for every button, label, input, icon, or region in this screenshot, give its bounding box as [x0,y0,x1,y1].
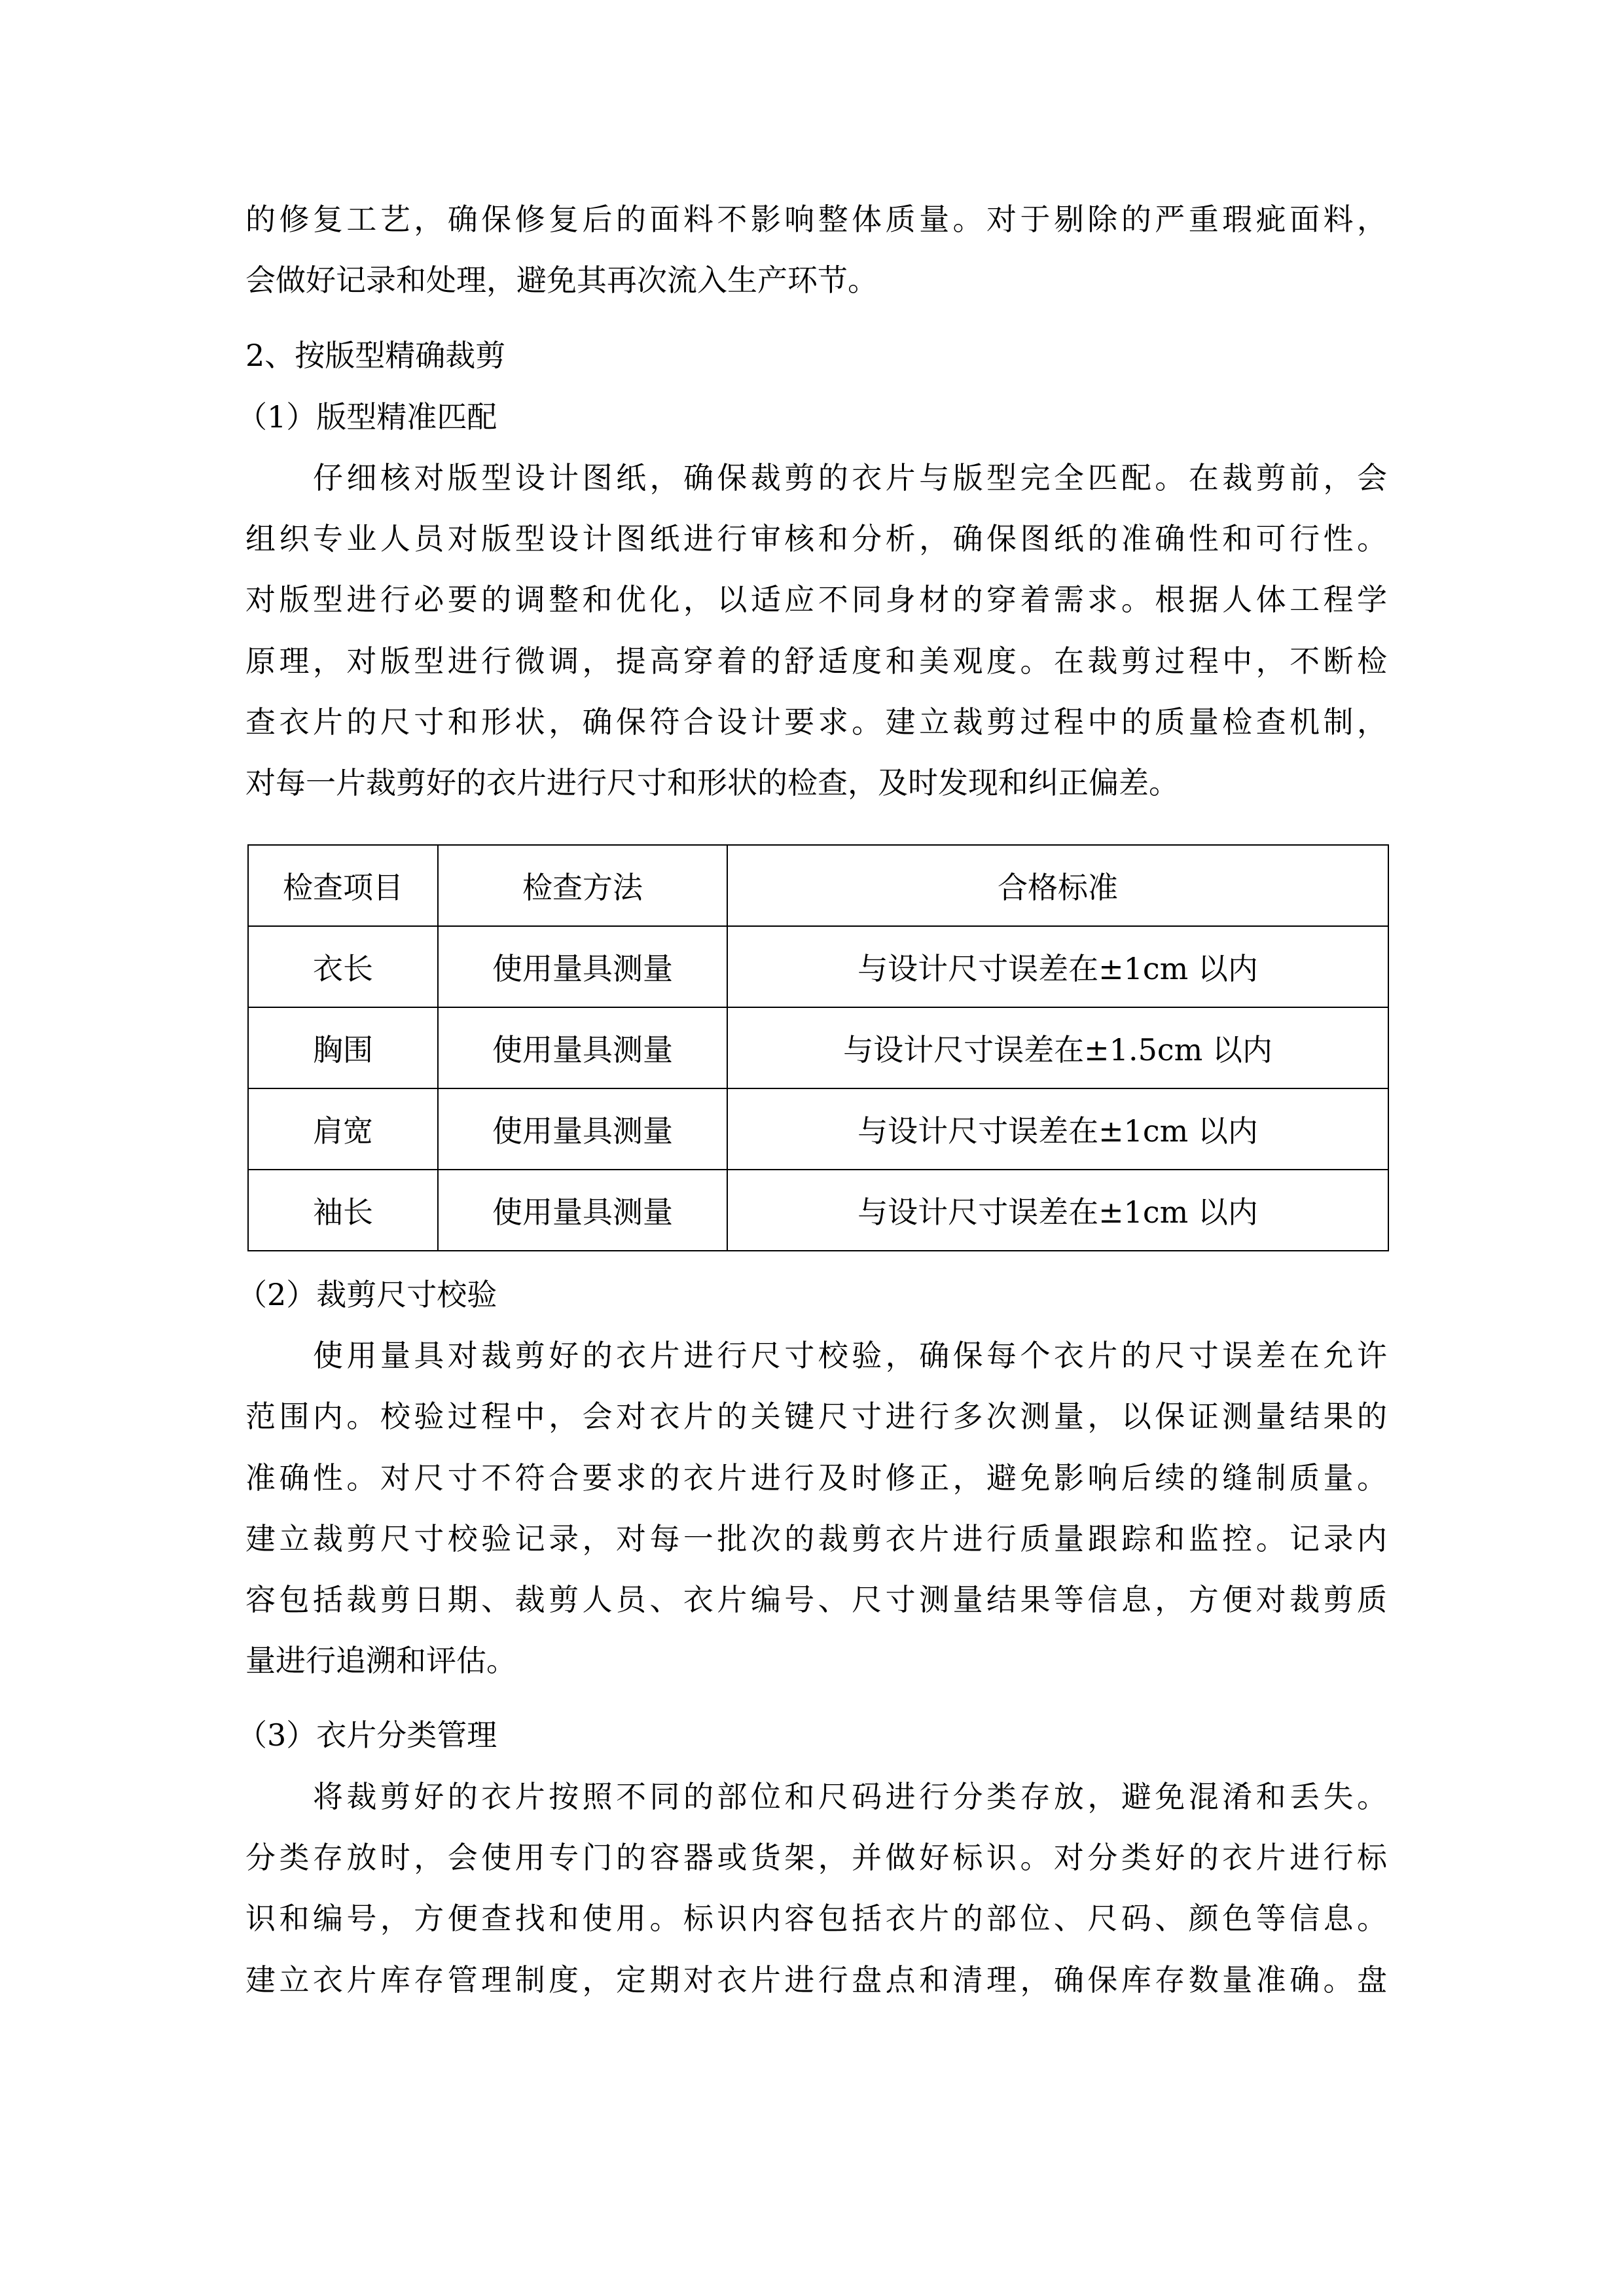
paragraph-line: 准确性。对尺寸不符合要求的衣片进行及时修正，避免影响后续的缝制质量。 [245,1460,1387,1496]
paragraph-line: 对每一片裁剪好的衣片进行尺寸和形状的检查，及时发现和纠正偏差。 [245,765,1179,800]
table-cell: 与设计尺寸误差在±1cm 以内 [727,1088,1388,1170]
subsection-heading-1: （1）版型精准匹配 [237,399,497,435]
paragraph-line: 将裁剪好的衣片按照不同的部位和尺码进行分类存放，避免混淆和丢失。 [313,1779,1387,1814]
intro-line-1: 的修复工艺，确保修复后的面料不影响整体质量。对于剔除的严重瑕疵面料， [245,202,1387,237]
table-cell: 肩宽 [248,1088,438,1170]
table-header-cell: 检查项目 [248,845,438,926]
section-heading: 2、按版型精确裁剪 [245,338,506,373]
paragraph-line: 使用量具对裁剪好的衣片进行尺寸校验，确保每个衣片的尺寸误差在允许 [313,1338,1387,1373]
paragraph-line: 范围内。校验过程中，会对衣片的关键尺寸进行多次测量，以保证测量结果的 [245,1399,1387,1434]
table-cell: 与设计尺寸误差在±1cm 以内 [727,926,1388,1007]
paragraph-line: 容包括裁剪日期、裁剪人员、衣片编号、尺寸测量结果等信息，方便对裁剪质 [245,1582,1387,1617]
paragraph-line: 分类存放时，会使用专门的容器或货架，并做好标识。对分类好的衣片进行标 [245,1840,1387,1875]
table-cell: 与设计尺寸误差在±1.5cm 以内 [727,1007,1388,1088]
intro-line-2: 会做好记录和处理，避免其再次流入生产环节。 [245,262,878,298]
table-cell: 使用量具测量 [438,1007,727,1088]
paragraph-line: 查衣片的尺寸和形状，确保符合设计要求。建立裁剪过程中的质量检查机制， [245,704,1387,740]
table-cell: 使用量具测量 [438,1088,727,1170]
paragraph-line: 量进行追溯和评估。 [245,1643,516,1678]
table-header-row [248,845,1388,926]
table-row [248,1170,1388,1251]
table-cell: 使用量具测量 [438,926,727,1007]
paragraph-line: 组织专业人员对版型设计图纸进行审核和分析，确保图纸的准确性和可行性。 [245,521,1387,556]
table-row [248,926,1388,1007]
table-cell: 与设计尺寸误差在±1cm 以内 [727,1170,1388,1251]
table-header-cell: 合格标准 [727,845,1388,926]
table-cell: 袖长 [248,1170,438,1251]
paragraph-line: 原理，对版型进行微调，提高穿着的舒适度和美观度。在裁剪过程中，不断检 [245,643,1387,679]
subsection-heading-3: （3）衣片分类管理 [237,1717,497,1753]
table-cell: 使用量具测量 [438,1170,727,1251]
table-row [248,1007,1388,1088]
paragraph-line: 建立裁剪尺寸校验记录，对每一批次的裁剪衣片进行质量跟踪和监控。记录内 [245,1521,1387,1556]
paragraph-line: 对版型进行必要的调整和优化，以适应不同身材的穿着需求。根据人体工程学 [245,582,1387,617]
paragraph-line: 识和编号，方便查找和使用。标识内容包括衣片的部位、尺码、颜色等信息。 [245,1901,1387,1936]
table-header-cell: 检查方法 [438,845,727,926]
subsection-heading-2: （2）裁剪尺寸校验 [237,1277,497,1312]
paragraph-line: 仔细核对版型设计图纸，确保裁剪的衣片与版型完全匹配。在裁剪前，会 [313,460,1387,495]
inspection-table [247,844,1389,1251]
paragraph-line: 建立衣片库存管理制度，定期对衣片进行盘点和清理，确保库存数量准确。盘 [245,1962,1387,1998]
table-row [248,1088,1388,1170]
table-cell: 胸围 [248,1007,438,1088]
table-cell: 衣长 [248,926,438,1007]
